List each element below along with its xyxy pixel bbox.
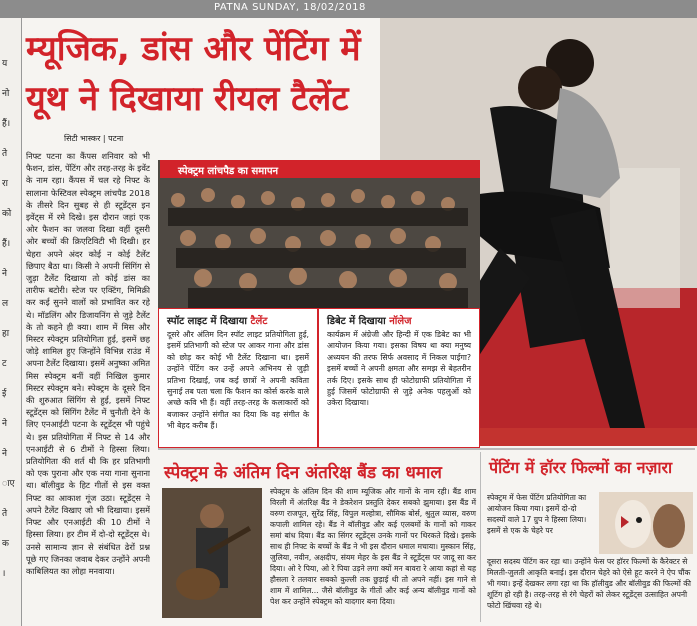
- left-column-fragment: नो: [2, 89, 10, 99]
- horror-text-top: स्पेक्ट्रम में फेस पेंटिंग प्रतियोगिता का आयोजन किया गया। इसमें दो-दो सदस्यों वाले 17 ग्रुप ने हिस्सा लिया। इसमें से एक के चेहरे पर: [487, 493, 587, 535]
- left-column-fragment: ट: [2, 359, 7, 369]
- left-column-fragment: हैं।: [2, 239, 11, 249]
- dateline: PATNA SUNDAY, 18/02/2018: [214, 2, 366, 13]
- left-column-fragment: ई: [2, 389, 7, 399]
- spotlight-box: [158, 308, 318, 448]
- left-column-fragment: ल: [2, 299, 9, 309]
- left-column-fragment: ते: [2, 509, 8, 519]
- debate-title: [319, 309, 479, 329]
- left-column-fragment: क: [2, 539, 9, 549]
- band-text: स्पेक्ट्रम के अंतिम दिन की शाम म्यूजिक और गानों के नाम रही। बैंड शाम विरली में अंतरिक्ष बैंड ने डेकरेशन प्रस्तुति देकर सबको झुमाया। इस बैंड में वरुण राजपूत, सुरेंद्र सिंह, विपुल मल्होत्रा, सौमिक बोर्स, श्रुतुल व्यास, वरुण कपाली शामिल रहे। बैंड ने बॉलीवुड और कई एलबमों के गानों को गाकर समां बांध दिया। बैंड का सिंगर स्टूडेंट्स उनके गानों पर थिरकते दिखे। इसके साथ ही निफ्ट के बच्चों के बैंड ने भी इस दौरान धमाल मचाया। मुस्कान सिंह, जुलिया, नवीन, अक्षदीप, संयम मेहर के इस बैंड ने स्टूडेंट्स पर जादू सा कर दिया। ओ रे पिया, ओ रे पिया उड़ने लगा क्यों मन बावरा रे आया कहां से यह हौसला रे तलवार सबको कुल्ली तक छुड़ाई थी तो अपने नहीं। इस गाने से शाम में शामिल... जैसे बॉलीवुड के गीतों और कई अन्य बॉलीवुड गानों को पेश कर उन्होंने स्पेक्ट्रम को यादगार बना दिया।: [270, 487, 476, 606]
- spotlight-title-accent: टैलेंट: [250, 316, 268, 327]
- headline-line-2: यूथ ने दिखाया रीयल टैलेंट: [26, 79, 349, 119]
- left-column-fragment: ते: [2, 149, 8, 159]
- left-column-fragment: य: [2, 59, 8, 69]
- dateline-bar: [0, 0, 697, 18]
- debate-text: कार्यक्रम में अंग्रेजी और हिन्दी में एक डिबेट का भी आयोजन किया गया। इसका विषय था क्या मनुष्य अध्ययन की तरफ सिर्फ अवसाद में निकल पाईगा? इसमें बच्चों ने अपनी क्षमता और समझ से बेहतरीन तर्क दिए। इसके साथ ही फोटोग्राफी प्रतियोगिता में हुई जिसमें फोटोग्राफी से जुड़े अनेक पहलुओं को उकेरा दिखाया।: [327, 330, 471, 408]
- headline: [26, 24, 476, 124]
- spotlight-title: [159, 309, 317, 329]
- section-divider: [158, 448, 695, 450]
- audience-illustration: [158, 160, 480, 308]
- face-paint-illustration: [599, 492, 693, 554]
- debate-box: [318, 308, 480, 448]
- headline-line-1: म्यूजिक, डांस और पेंटिंग में: [26, 29, 361, 69]
- left-column-fragment: ाए: [2, 479, 15, 489]
- left-column-fragment: ने: [2, 449, 7, 459]
- photo-caption-bar: [160, 160, 480, 178]
- horror-title: पेंटिंग में हॉरर फिल्मों का नज़ारा: [489, 458, 673, 477]
- left-column-fragment: हैं।: [2, 119, 11, 129]
- left-column-fragment: को: [2, 209, 12, 219]
- debate-title-plain: डिबेट में दिखाया: [327, 316, 386, 327]
- left-column-fragment: हा: [2, 329, 10, 339]
- spotlight-text: दूसरे और अंतिम दिन स्पॉट लाइट प्रतियोगिता हुई, इसमें प्रतिभागी को स्टेज पर आकर गाना और डांस को छोड़ कर कोई भी टैलेंट दिखाना था। इसमें उन्होंने पेंटिंग कर उन्हें अपने अभिनय से जुड़ी प्रतिभा दिखाई, जब कई छात्रों ने अपनी कविता सुनाई तब पता चला कि फैशन का कोर्स करके वाले अच्छे कवि भी हैं। वहीं तरह-तरह के कलाकारों को बजाकर उन्होंने संगीत का दिया कि वह संगीत के भी बेहद करीब हैं।: [167, 330, 309, 431]
- left-column-fragment: रा: [2, 179, 9, 189]
- guitarist-illustration: [162, 488, 262, 618]
- left-column-fragment: ने: [2, 419, 7, 429]
- band-story: [158, 452, 480, 622]
- guitarist-photo: [162, 488, 262, 618]
- debate-title-accent: नॉलेज: [389, 316, 412, 327]
- adjacent-column-fragment: [0, 18, 22, 626]
- face-paint-photo: [599, 492, 693, 554]
- horror-text-bottom: दूसरा सदस्य पेंटिंग कर रहा था। उन्होंने फेस पर हॉरर फिल्मों के कैरेक्टर से मिलती-जुलती आकृति बनाई। इस दौरान चेहरे को ऐसे हूट करने ने ऐप चौंक भी गया। इन्हें देखकर लगा रहा था कि हॉलीवुड और बॉलीवुड की फिल्मों की शूटिंग हो रही है। तरह-तरह से रंगे चेहरों को लेकर स्टूडेंट्स उत्साहित अपनी फोटो खिंचवा रहे थे।: [487, 557, 692, 610]
- band-title: स्पेक्ट्रम के अंतिम दिन अंतरिक्ष बैंड का धमाल: [164, 463, 442, 483]
- horror-story: [480, 452, 695, 622]
- left-column-fragment: ।: [2, 569, 6, 579]
- byline: सिटी भास्कर | पटना: [64, 134, 124, 143]
- photo-caption: स्पेक्ट्रम लांचपैड का समापन: [178, 166, 279, 177]
- audience-photo: [158, 160, 480, 308]
- spotlight-title-plain: स्पॉट लाइट में दिखाया: [167, 316, 248, 327]
- main-article-body: निफ्ट पटना का कैंपस शनिवार को भी फैशन, डांस, पेंटिंग और तरह-तरह के इवेंट के नाम रहा। कैंपस में चल रहे निफ्ट के सालाना फेस्टिवल स्पेक्ट्रम लांचपैड 2018 के तीसरे दिन सुबह से ही स्टूडेंट्स इन इवेंट्स में रमे दिखे। इस दौरान जहां एक ओर फैशन का जलवा दिखा वहीं दूसरी ओर बच्चों की क्रिएटिविटी भी दिखी। हर चेहरा अपने अंदर कोई न कोई टैलेंट छिपाए बैठा था। किसी ने अपनी सिंगिंग से जुड़ा टैलेंट दिखाया तो कोई डांस का तारीफ बटोरी। स्टेज पर एक्टिंग, मिमिक्री कर कई सुनने वालों को प्रभावित कर रहे थे। मॉडलिंग और डिजायनिंग से जुड़े टैलेंट के तो कहने ही क्या। शाम में मिस और मिस्टर स्पेक्ट्रम प्रतियोगिता हुई, इसमें छह जोड़े शामिल हुए जिन्होंने विभिन्न राउंड में अपना टैलेंट दिखाया। इसमें अनुष्का अमित मिस स्पेक्ट्रम बनीं वहीं निखिल कुमार मिस्टर स्पेक्ट्रम बने। स्पेक्ट्रम के दूसरे दिन की शुरुआत सिंगिंग से हुई, इसमें निफ्ट स्टूडेंट्स को सिंगिंग टैलेंट में चुनौती देने के लिए एनआईटी पटना के स्टूडेंट्स भी पहुंचे थे। इस प्रतियोगिता में निफ्ट से 14 और एनआईटी से 6 टीमों ने हिस्सा लिया। प्रतियोगिता की शर्त थी कि हर प्रतिभागी को एक पुराना और एक नया गाना सुनाना था। बॉलीवुड के हिट गीतों से इस वक्त निफ्ट का आकाश गूंज उठा। स्टूडेंट्स ने अपने टैलेंट विखाए जो भी दिखाया। इसमें निफ्ट और एनआईटी की 10 टीमों ने हिस्सा लिया। हर टीम में दो-दो स्टूडेंट्स थे। उनसे सामान्य ज्ञान से संबंधित ढेरों प्रश्न पूछे गए जिनका जवाब देकर उन्होंने अपनी काबिलियत का लोहा मनवाया।: [26, 151, 150, 576]
- left-column-fragment: ने: [2, 269, 7, 279]
